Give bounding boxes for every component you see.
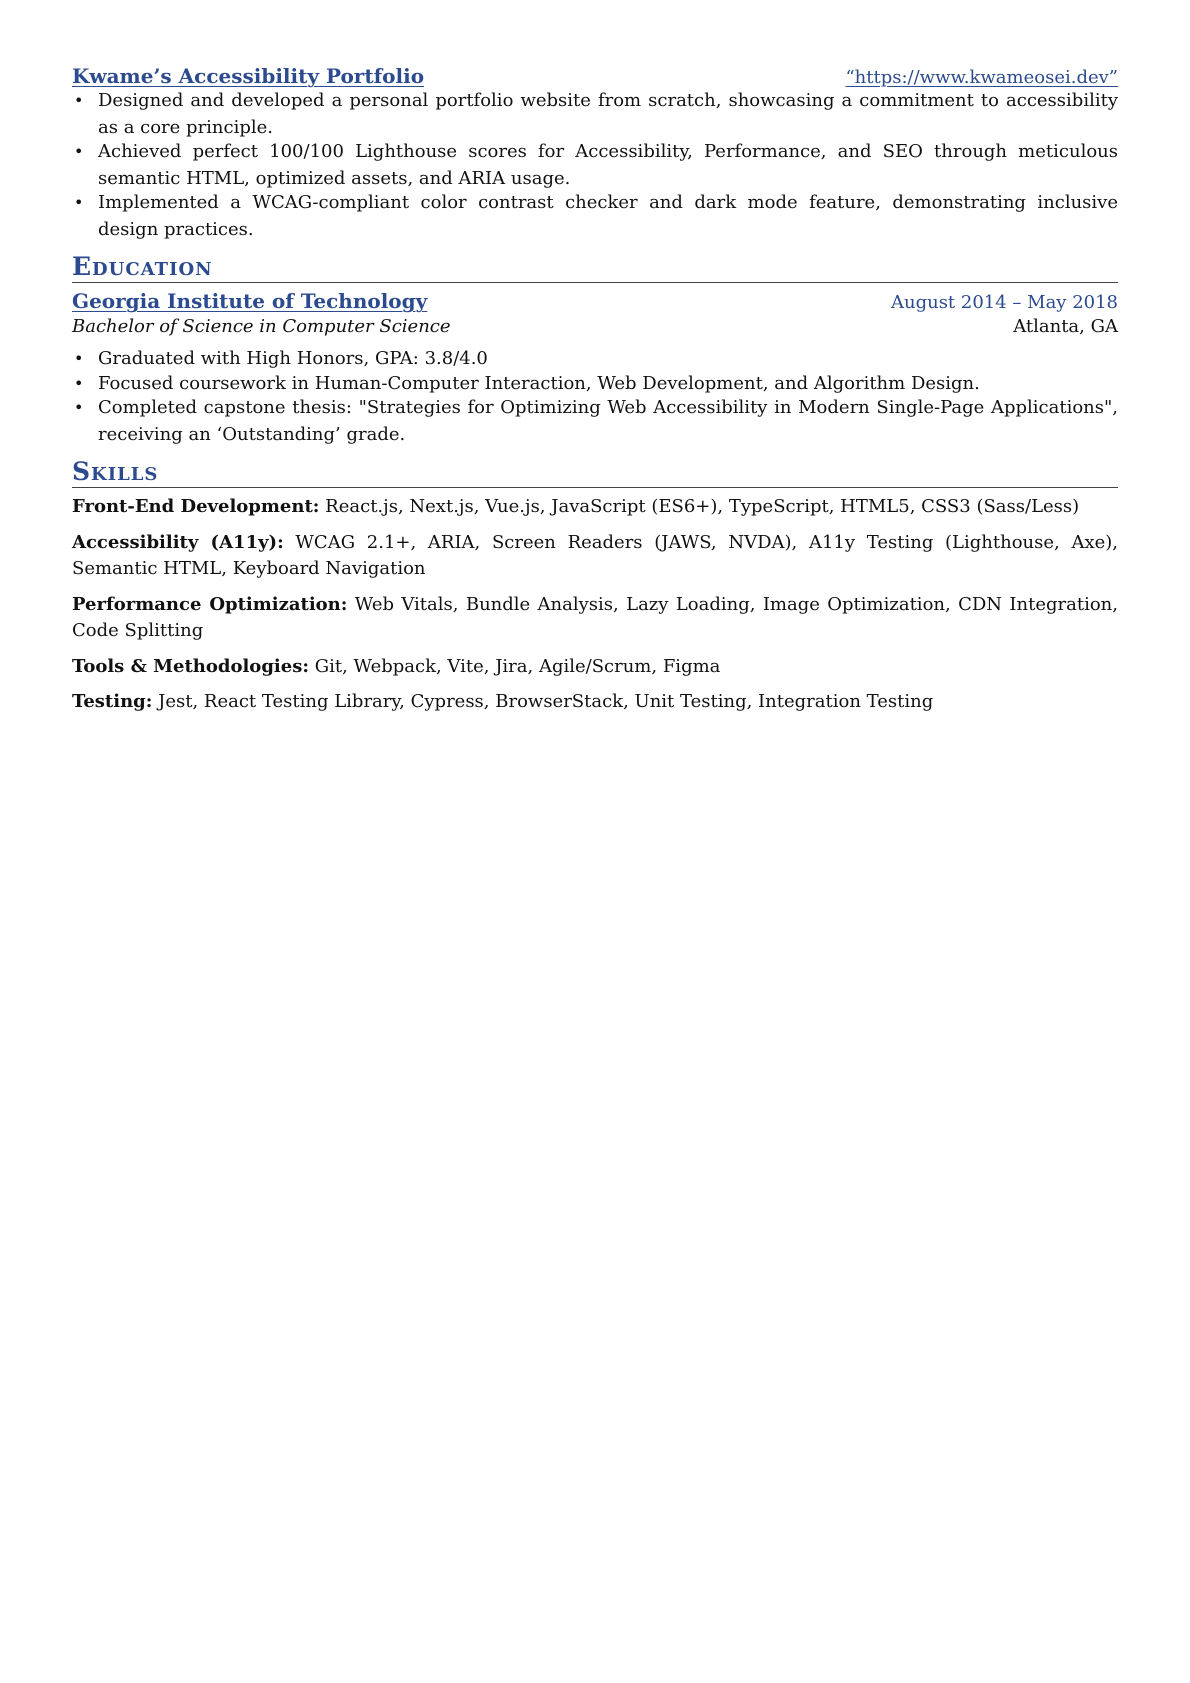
section-heading-education: Education (72, 252, 1118, 283)
skill-row-tools (72, 654, 1118, 681)
project-title-link[interactable]: Kwame’s Accessibility Portfolio (72, 64, 425, 88)
project-entry (72, 64, 1118, 243)
list-item: • Implemented a WCAG-compliant color contrast checker and dark mode feature, demonstrating inclusive design practices. (72, 190, 1118, 243)
skill-row-front-end (72, 494, 1118, 521)
skill-category: Accessibility (A11y): (72, 531, 284, 553)
skill-row-accessibility (72, 530, 1118, 583)
list-item: • Graduated with High Honors, GPA: 3.8/4.0 (72, 346, 1118, 373)
section-heading-skills: Skills (72, 457, 1118, 488)
skill-category: Tools & Methodologies: (72, 655, 309, 677)
skill-values: Jest, React Testing Library, Cypress, BrowserStack, Unit Testing, Integration Testing (158, 691, 934, 712)
project-url-link[interactable]: “https://www.kwameosei.dev” (845, 67, 1118, 88)
list-item: • Completed capstone thesis: "Strategies for Optimizing Web Accessibility in Modern Single-Page Applications", receiving an ‘Outstanding’ grade. (72, 395, 1118, 448)
project-bullet-list (72, 88, 1118, 243)
education-subheader (72, 316, 1118, 337)
education-location: Atlanta, GA (1013, 316, 1118, 337)
resume-content (72, 64, 1118, 716)
skill-category: Performance Optimization: (72, 593, 348, 615)
education-dates: August 2014 – May 2018 (890, 292, 1118, 313)
skill-values: Web Vitals, Bundle Analysis, Lazy Loading, Image Optimization, CDN Integration, Code Splitting (72, 593, 1118, 641)
skill-category: Testing: (72, 691, 153, 712)
project-header (72, 64, 1118, 88)
skill-values: Git, Webpack, Vite, Jira, Agile/Scrum, Figma (314, 655, 721, 677)
degree-text: Bachelor of Science in Computer Science (72, 316, 451, 337)
education-header (72, 289, 1118, 313)
skill-category: Front-End Development: (72, 496, 320, 517)
education-bullet-list (72, 346, 1118, 448)
skill-values: WCAG 2.1+, ARIA, Screen Readers (JAWS, NVDA), A11y Testing (Lighthouse, Axe), Semantic HTML, Keyboard Navigation (72, 531, 1118, 579)
school-name-link[interactable]: Georgia Institute of Technology (72, 289, 428, 313)
skill-row-performance (72, 592, 1118, 645)
list-item: • Achieved perfect 100/100 Lighthouse scores for Accessibility, Performance, and SEO through meticulous semantic HTML, optimized assets, and ARIA usage. (72, 139, 1118, 192)
skills-section (72, 457, 1118, 716)
list-item: • Designed and developed a personal portfolio website from scratch, showcasing a commitment to accessibility as a core principle. (72, 88, 1118, 141)
list-item: • Focused coursework in Human-Computer Interaction, Web Development, and Algorithm Design. (72, 371, 1118, 398)
skill-row-testing (72, 689, 1118, 716)
skill-values: React.js, Next.js, Vue.js, JavaScript (ES6+), TypeScript, HTML5, CSS3 (Sass/Less) (325, 496, 1080, 517)
education-section (72, 252, 1118, 448)
